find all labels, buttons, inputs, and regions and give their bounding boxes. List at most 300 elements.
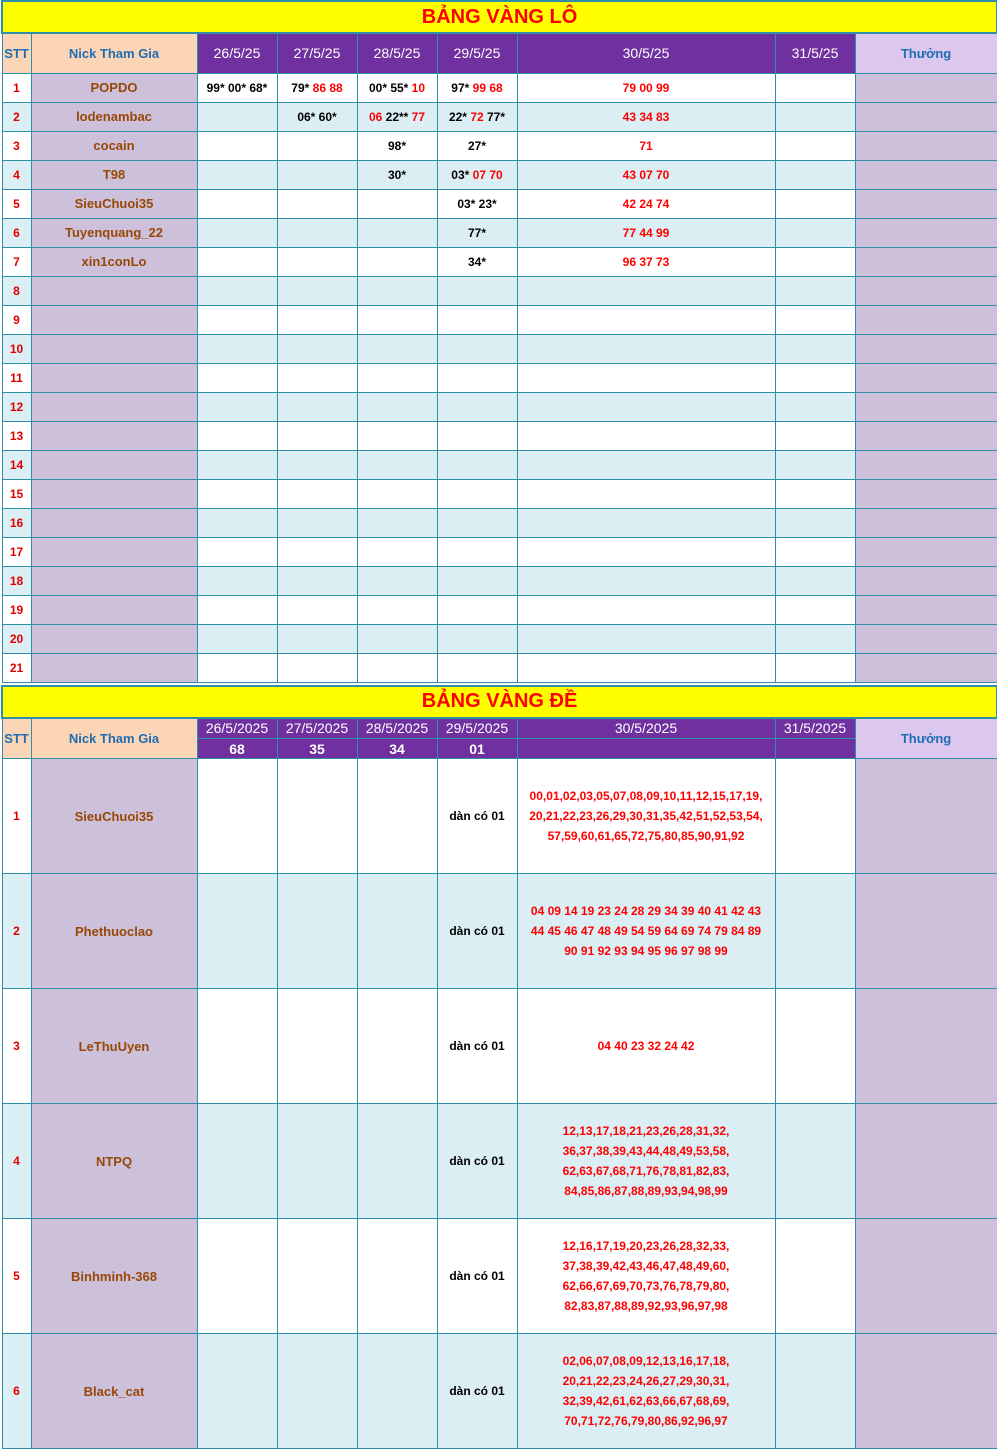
lo-pick-cell[interactable] [277,160,357,189]
de-header-nick: Nick Tham Gia [31,718,197,759]
row-number: 3 [2,131,31,160]
dan-status: dàn có 01 [437,1219,517,1334]
lo-pick-cell[interactable] [357,421,437,450]
lo-table-row [2,595,997,624]
lo-pick-cell[interactable] [775,392,855,421]
lo-pick-cell[interactable] [437,479,517,508]
lo-pick-cell[interactable] [197,305,277,334]
lo-pick-cell[interactable] [357,653,437,682]
lo-table-row [2,276,997,305]
player-nick [31,305,197,334]
player-nick [31,363,197,392]
number-line: 90 91 92 93 94 95 96 97 98 99 [564,944,728,958]
player-nick [31,653,197,682]
player-nick: cocain [31,131,197,160]
lo-pick-cell[interactable] [437,160,517,189]
lo-pick-cell[interactable] [277,247,357,276]
number-line: 32,39,42,61,62,63,66,67,68,69, [562,1394,730,1408]
number-line: 20,21,22,23,24,26,27,29,30,31, [562,1374,730,1388]
lo-pick-cell[interactable] [517,334,775,363]
lo-pick-cell[interactable] [775,363,855,392]
de-pick-cell[interactable] [775,989,855,1104]
lo-pick-cell[interactable] [277,189,357,218]
de-pick-cell[interactable] [775,759,855,874]
lo-header-stt: STT [2,33,31,73]
pick-text: 00* 55* [368,80,412,95]
lo-pick-cell[interactable] [775,276,855,305]
lo-pick-cell[interactable] [197,276,277,305]
row-number: 20 [2,624,31,653]
de-number-set[interactable] [517,1334,775,1449]
reward-cell [855,653,997,682]
lo-pick-cell[interactable] [357,102,437,131]
player-nick: POPDO [31,73,197,102]
row-number: 7 [2,247,31,276]
reward-cell [855,508,997,537]
pick-text: 77 [411,109,426,124]
lo-pick-cell[interactable] [517,421,775,450]
number-line: 02,06,07,08,09,12,13,16,17,18, [562,1354,730,1368]
lo-table-row [2,247,997,276]
player-nick: Binhminh-368 [31,1219,197,1334]
pick-text: 22* [448,109,471,124]
lo-pick-cell[interactable] [437,305,517,334]
number-line: 20,21,22,23,26,29,30,31,35,42,51,52,53,54, [529,809,763,823]
de-pick-cell[interactable] [775,1219,855,1334]
row-number: 17 [2,537,31,566]
lo-pick-cell[interactable] [197,131,277,160]
de-pick-cell[interactable] [277,1334,357,1449]
lo-pick-cell[interactable] [775,305,855,334]
dan-status: dàn có 01 [437,874,517,989]
reward-cell [855,160,997,189]
lo-pick-cell[interactable] [197,508,277,537]
number-line: 36,37,38,39,43,44,48,49,53,58, [562,1144,730,1158]
row-number: 5 [2,1219,31,1334]
reward-cell [855,392,997,421]
lo-header-nick: Nick Tham Gia [31,33,197,73]
reward-cell [855,537,997,566]
lo-pick-cell[interactable] [197,247,277,276]
de-pick-cell[interactable] [357,989,437,1104]
lo-pick-cell[interactable] [197,450,277,479]
de-title: BẢNG VÀNG ĐỀ [2,686,997,718]
lo-pick-cell[interactable] [437,334,517,363]
lo-pick-cell[interactable] [517,305,775,334]
lo-pick-cell[interactable] [197,218,277,247]
row-number: 15 [2,479,31,508]
de-number-set[interactable] [517,759,775,874]
pick-text: 99* 00* 68* [206,80,268,95]
reward-cell [855,624,997,653]
lo-pick-cell[interactable] [437,508,517,537]
lo-pick-cell[interactable] [277,537,357,566]
pick-text: 27* [467,138,487,153]
lo-pick-cell[interactable] [277,218,357,247]
lo-pick-cell[interactable] [775,450,855,479]
lo-pick-cell[interactable] [437,653,517,682]
de-result: 01 [437,739,517,759]
lo-pick-cell[interactable] [517,537,775,566]
lo-pick-cell[interactable] [775,508,855,537]
player-nick: SieuChuoi35 [31,759,197,874]
lo-pick-cell[interactable] [357,276,437,305]
lo-pick-cell[interactable] [517,189,775,218]
lo-pick-cell[interactable] [517,363,775,392]
pick-text: 79 00 99 [622,80,670,95]
de-pick-cell[interactable] [775,1104,855,1219]
player-nick [31,276,197,305]
lo-table-row [2,73,997,102]
lo-table-row [2,102,997,131]
de-table-row [2,759,997,874]
lo-pick-cell[interactable] [197,537,277,566]
lo-table-row [2,189,997,218]
row-number: 6 [2,1334,31,1449]
lo-pick-cell[interactable] [277,102,357,131]
lo-pick-cell[interactable] [517,102,775,131]
lo-pick-cell[interactable] [437,218,517,247]
lo-pick-cell[interactable] [197,392,277,421]
lo-pick-cell[interactable] [437,189,517,218]
lo-pick-cell[interactable] [775,334,855,363]
reward-cell [855,247,997,276]
lo-pick-cell[interactable] [775,653,855,682]
pick-text: 30* [387,167,407,182]
player-nick: Phethuoclao [31,874,197,989]
pick-text: 77* [487,109,506,124]
lo-pick-cell[interactable] [277,276,357,305]
pick-text: 97* [451,80,473,95]
reward-cell [855,305,997,334]
lo-pick-cell[interactable] [357,392,437,421]
pick-text: 22** [385,109,412,124]
de-header-date: 28/5/2025 [357,718,437,739]
number-line: 44 45 46 47 48 49 54 59 64 69 74 79 84 89 [530,924,762,938]
row-number: 2 [2,102,31,131]
number-line: 70,71,72,76,79,80,86,92,96,97 [564,1414,728,1428]
reward-cell [855,479,997,508]
de-pick-cell[interactable] [197,1219,277,1334]
de-pick-cell[interactable] [197,989,277,1104]
number-line: 04 09 14 19 23 24 28 29 34 39 40 41 42 43 [530,904,762,918]
lo-pick-cell[interactable] [357,595,437,624]
lo-pick-cell[interactable] [197,334,277,363]
lo-pick-cell[interactable] [277,450,357,479]
lo-pick-cell[interactable] [517,450,775,479]
number-line: 00,01,02,03,05,07,08,09,10,11,12,15,17,19, [529,789,763,803]
reward-cell [855,334,997,363]
lo-pick-cell[interactable] [357,160,437,189]
lo-pick-cell[interactable] [357,189,437,218]
lo-pick-cell[interactable] [517,595,775,624]
lo-pick-cell[interactable] [277,305,357,334]
lo-pick-cell[interactable] [775,537,855,566]
player-nick: lodenambac [31,102,197,131]
lo-table-row [2,392,997,421]
row-number: 14 [2,450,31,479]
player-nick [31,624,197,653]
lo-pick-cell[interactable] [775,479,855,508]
lo-pick-cell[interactable] [197,421,277,450]
lo-pick-cell[interactable] [197,595,277,624]
lo-table-row [2,479,997,508]
lo-pick-cell[interactable] [357,73,437,102]
lo-pick-cell[interactable] [437,450,517,479]
lo-header-date: 30/5/25 [517,33,775,73]
lo-pick-cell[interactable] [437,421,517,450]
row-number: 4 [2,160,31,189]
lo-pick-cell[interactable] [517,653,775,682]
reward-cell [855,189,997,218]
lo-pick-cell[interactable] [357,363,437,392]
lo-pick-cell[interactable] [437,595,517,624]
reward-cell [855,1334,997,1449]
lo-pick-cell[interactable] [437,537,517,566]
row-number: 1 [2,73,31,102]
lo-pick-cell[interactable] [277,334,357,363]
lo-pick-cell[interactable] [357,537,437,566]
bang-vang-lo-table [1,0,997,683]
pick-text: 77 44 99 [622,225,670,240]
pick-text: 96 37 73 [622,254,670,269]
de-result: 68 [197,739,277,759]
de-header-date: 29/5/2025 [437,718,517,739]
de-header-date: 26/5/2025 [197,718,277,739]
lo-pick-cell[interactable] [357,131,437,160]
player-nick [31,537,197,566]
reward-cell [855,595,997,624]
dan-status: dàn có 01 [437,1334,517,1449]
lo-pick-cell[interactable] [357,334,437,363]
lo-pick-cell[interactable] [517,276,775,305]
de-pick-cell[interactable] [197,1334,277,1449]
player-nick: Black_cat [31,1334,197,1449]
de-pick-cell[interactable] [775,874,855,989]
de-header-date: 31/5/2025 [775,718,855,739]
de-header-stt: STT [2,718,31,759]
lo-header-date: 28/5/25 [357,33,437,73]
lo-pick-cell[interactable] [357,566,437,595]
lo-pick-cell[interactable] [277,653,357,682]
lo-pick-cell[interactable] [517,131,775,160]
lo-pick-cell[interactable] [517,566,775,595]
player-nick: SieuChuoi35 [31,189,197,218]
pick-text: 07 70 [472,167,503,182]
lo-pick-cell[interactable] [197,73,277,102]
pick-text: 06* 60* [297,109,337,124]
lo-pick-cell[interactable] [437,131,517,160]
lo-pick-cell[interactable] [197,624,277,653]
lo-header-thuong: Thưởng [855,33,997,73]
lo-pick-cell[interactable] [775,160,855,189]
lo-pick-cell[interactable] [197,160,277,189]
reward-cell [855,276,997,305]
player-nick [31,508,197,537]
lo-pick-cell[interactable] [775,131,855,160]
row-number: 10 [2,334,31,363]
lo-pick-cell[interactable] [775,73,855,102]
reward-cell [855,874,997,989]
lo-pick-cell[interactable] [277,421,357,450]
de-number-set[interactable] [517,1219,775,1334]
lo-pick-cell[interactable] [437,363,517,392]
lo-pick-cell[interactable] [517,479,775,508]
player-nick: LeThuUyen [31,989,197,1104]
lo-pick-cell[interactable] [437,392,517,421]
lo-pick-cell[interactable] [277,73,357,102]
pick-text: 34* [467,254,487,269]
bang-vang-de-table [1,685,997,1450]
de-pick-cell[interactable] [277,874,357,989]
de-table-row [2,989,997,1104]
lo-pick-cell[interactable] [517,247,775,276]
pick-text: 79* [291,80,313,95]
de-pick-cell[interactable] [197,1104,277,1219]
lo-pick-cell[interactable] [517,392,775,421]
lo-table-row [2,160,997,189]
de-table-row [2,1334,997,1449]
lo-pick-cell[interactable] [437,73,517,102]
lo-pick-cell[interactable] [277,595,357,624]
pick-text: 42 24 74 [622,196,670,211]
reward-cell [855,1104,997,1219]
player-nick [31,566,197,595]
lo-pick-cell[interactable] [775,102,855,131]
lo-pick-cell[interactable] [197,363,277,392]
lo-pick-cell[interactable] [277,624,357,653]
de-number-set[interactable] [517,874,775,989]
lo-pick-cell[interactable] [197,653,277,682]
lo-pick-cell[interactable] [437,566,517,595]
pick-text: 03* 23* [457,196,497,211]
pick-text: 77* [467,225,487,240]
lo-pick-cell[interactable] [357,450,437,479]
lo-pick-cell[interactable] [437,247,517,276]
lo-table-row [2,218,997,247]
lo-pick-cell[interactable] [517,160,775,189]
de-pick-cell[interactable] [357,1334,437,1449]
lo-pick-cell[interactable] [517,218,775,247]
lo-pick-cell[interactable] [197,189,277,218]
lo-pick-cell[interactable] [277,363,357,392]
lo-pick-cell[interactable] [357,218,437,247]
de-header-thuong: Thưởng [855,718,997,759]
lo-header-date: 26/5/25 [197,33,277,73]
lo-pick-cell[interactable] [357,305,437,334]
lo-pick-cell[interactable] [277,479,357,508]
lo-pick-cell[interactable] [775,566,855,595]
lo-pick-cell[interactable] [197,102,277,131]
de-pick-cell[interactable] [277,989,357,1104]
pick-text: 43 34 83 [622,109,670,124]
lo-pick-cell[interactable] [775,595,855,624]
lo-pick-cell[interactable] [517,508,775,537]
lo-pick-cell[interactable] [197,566,277,595]
number-line: 12,16,17,19,20,23,26,28,32,33, [562,1239,730,1253]
de-pick-cell[interactable] [357,759,437,874]
de-pick-cell[interactable] [357,1219,437,1334]
reward-cell [855,102,997,131]
lo-pick-cell[interactable] [197,479,277,508]
lo-pick-cell[interactable] [775,421,855,450]
row-number: 13 [2,421,31,450]
lo-pick-cell[interactable] [357,247,437,276]
row-number: 2 [2,874,31,989]
row-number: 11 [2,363,31,392]
lo-pick-cell[interactable] [277,508,357,537]
lo-pick-cell[interactable] [277,131,357,160]
lo-header-date: 29/5/25 [437,33,517,73]
pick-text: 86 88 [312,80,343,95]
number-line: 37,38,39,42,43,46,47,48,49,60, [562,1259,730,1273]
lo-header-date: 27/5/25 [277,33,357,73]
reward-cell [855,73,997,102]
de-pick-cell[interactable] [775,1334,855,1449]
lo-table-row [2,566,997,595]
dan-status: dàn có 01 [437,1104,517,1219]
de-pick-cell[interactable] [357,1104,437,1219]
de-pick-cell[interactable] [197,759,277,874]
lo-pick-cell[interactable] [357,624,437,653]
lo-pick-cell[interactable] [437,624,517,653]
lo-pick-cell[interactable] [775,624,855,653]
de-pick-cell[interactable] [277,1219,357,1334]
lo-pick-cell[interactable] [357,508,437,537]
reward-cell [855,1219,997,1334]
de-pick-cell[interactable] [277,759,357,874]
de-pick-cell[interactable] [277,1104,357,1219]
reward-cell [855,363,997,392]
number-line: 04 40 23 32 24 42 [597,1039,695,1053]
lo-table-row [2,537,997,566]
lo-table-row [2,508,997,537]
lo-pick-cell[interactable] [277,392,357,421]
de-pick-cell[interactable] [197,874,277,989]
de-number-set[interactable] [517,1104,775,1219]
lo-table-row [2,363,997,392]
lo-pick-cell[interactable] [357,479,437,508]
number-line: 57,59,60,61,65,72,75,80,85,90,91,92 [547,829,745,843]
lo-pick-cell[interactable] [517,73,775,102]
de-pick-cell[interactable] [357,874,437,989]
row-number: 16 [2,508,31,537]
player-nick: NTPQ [31,1104,197,1219]
player-nick [31,421,197,450]
lo-pick-cell[interactable] [775,247,855,276]
de-result [775,739,855,759]
lo-table-row [2,624,997,653]
lo-pick-cell[interactable] [775,218,855,247]
de-number-set[interactable] [517,989,775,1104]
player-nick: xin1conLo [31,247,197,276]
de-result: 35 [277,739,357,759]
player-nick: T98 [31,160,197,189]
reward-cell [855,566,997,595]
pick-text: 03* [451,167,473,182]
lo-title: BẢNG VÀNG LÔ [2,1,997,33]
lo-pick-cell[interactable] [437,102,517,131]
lo-pick-cell[interactable] [517,624,775,653]
lo-pick-cell[interactable] [775,189,855,218]
number-line: 12,13,17,18,21,23,26,28,31,32, [562,1124,730,1138]
lo-pick-cell[interactable] [277,566,357,595]
lo-pick-cell[interactable] [437,276,517,305]
reward-cell [855,989,997,1104]
row-number: 3 [2,989,31,1104]
row-number: 4 [2,1104,31,1219]
lo-table-row [2,131,997,160]
